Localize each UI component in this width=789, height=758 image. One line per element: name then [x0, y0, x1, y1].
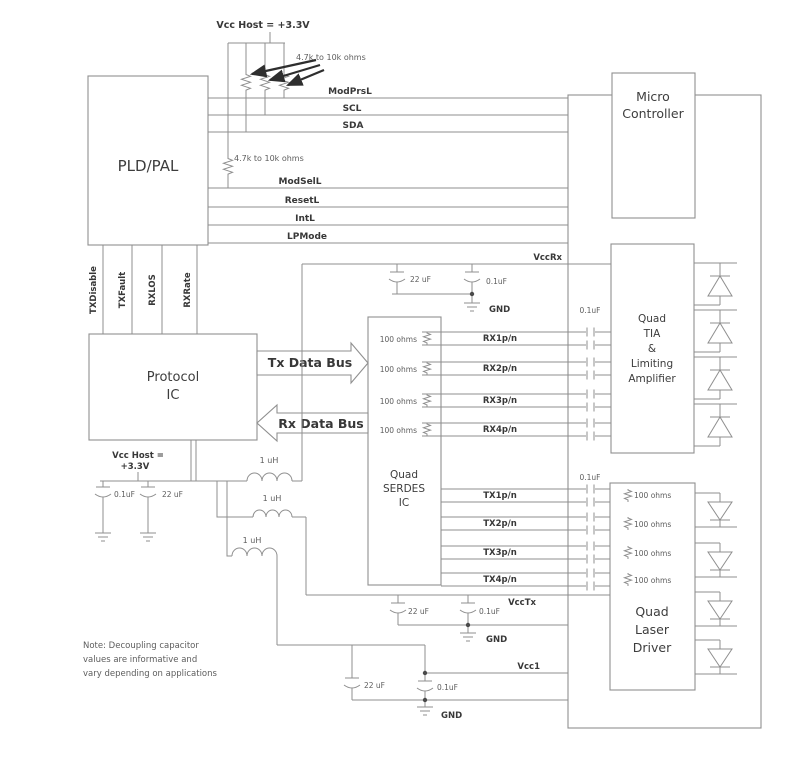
tx4-termination-label: 100 ohms [634, 576, 672, 585]
rx2-lane-label: RX2p/n [482, 364, 518, 374]
label-sda: SDA [342, 121, 364, 131]
protocol-ic-box [89, 334, 257, 440]
vccrx-cap-22uf [389, 264, 405, 294]
note-line-1: Note: Decoupling capacitor [83, 641, 199, 651]
protocol-ic-power-feed [191, 440, 196, 481]
photodiode-1-symbol [708, 276, 732, 296]
pullup-drop-wires [246, 93, 284, 132]
pullup-annotation-arrow-2 [270, 65, 320, 80]
quad-tia-label-3: & [647, 343, 657, 355]
note-line-2: values are informative and [83, 655, 198, 665]
tx-coupling-cap-label: 0.1uF [579, 473, 601, 482]
tx4-lane-label: TX4p/n [483, 575, 517, 585]
pullup-resistor-scl [261, 73, 270, 93]
quad-tia-label-1: Quad [637, 313, 667, 325]
vccrx-cap-01uf [464, 264, 480, 294]
vcc1-label: Vcc1 [517, 662, 540, 672]
vcctx-label: VccTx [508, 598, 536, 608]
vcc-host-left-label-2: +3.3V [120, 462, 150, 472]
vccrx-label: VccRx [533, 253, 562, 263]
tx3-wires-and-coupling-caps [441, 542, 628, 564]
quad-laser-driver-label-2: Laser [635, 622, 669, 637]
inductor-1uh-vccrx [247, 473, 302, 481]
label-scl: SCL [342, 104, 362, 114]
photodiode-1 [694, 263, 737, 305]
quad-serdes-label-1: Quad [389, 469, 419, 481]
inductor-3-label: 1 uH [242, 536, 262, 545]
note-line-3: vary depending on applications [83, 669, 217, 679]
rx1-lane-label: RX1p/n [482, 334, 518, 344]
label-vcc-host-top: Vcc Host = +3.3V [216, 20, 310, 31]
quad-serdes-label-2: SERDES [383, 483, 425, 495]
rx3-termination-label: 100 ohms [379, 397, 417, 406]
micro-controller-label-2: Controller [622, 106, 684, 121]
tx1-termination-label: 100 ohms [634, 491, 672, 500]
micro-controller-label-1: Micro [636, 89, 670, 104]
photodiode-2-symbol [708, 323, 732, 343]
rx4-lane-label: RX4p/n [482, 425, 518, 435]
laser-diode-4-symbol [708, 649, 732, 667]
vcctx-gnd-wires [398, 625, 568, 641]
tx-lane-2 [441, 513, 628, 535]
laser-diode-3 [695, 592, 737, 626]
pullup-resistor-modsell [224, 157, 233, 188]
quad-serdes-box [368, 317, 441, 585]
tx2-lane-label: TX2p/n [483, 519, 517, 529]
tx1-wires-and-coupling-caps [441, 485, 628, 507]
host-cap-22uf-label: 22 uF [162, 490, 183, 499]
tx-lane-4 [441, 569, 628, 591]
laser-diode-1 [695, 493, 737, 527]
tx-lane-1 [441, 485, 628, 507]
junction-dot [466, 623, 470, 627]
rx3-lane-label: RX3p/n [482, 396, 518, 406]
label-rxrate: RXRate [183, 272, 193, 308]
tx3-termination-label: 100 ohms [634, 549, 672, 558]
vcctx-cap-22uf-label: 22 uF [408, 607, 429, 616]
quad-laser-driver-label-3: Driver [632, 640, 672, 655]
vccrx-cap-01uf-label: 0.1uF [486, 277, 507, 286]
vcc1-cap-22uf-label: 22 uF [364, 681, 385, 690]
quad-tia-label-4: Limiting [630, 358, 674, 370]
label-modprsl: ModPrsL [328, 87, 372, 97]
junction-dot [423, 698, 427, 702]
inductor-1-label: 1 uH [259, 456, 279, 465]
vccrx-rail-network [302, 253, 611, 315]
label-pullup-value-modsell: 4.7k to 10k ohms [234, 154, 304, 163]
quad-tia-label-5: Amplifier [628, 373, 676, 385]
vcc1-cap-22uf [344, 645, 360, 700]
vcctx-cap-22uf [390, 595, 406, 625]
tx-data-bus-label: Tx Data Bus [267, 355, 353, 370]
tx4-wires-and-coupling-caps [441, 569, 628, 591]
label-rxlos: RXLOS [148, 274, 158, 306]
junction-dot [423, 671, 427, 675]
rx2-termination-label: 100 ohms [379, 365, 417, 374]
host-cap-01uf-label: 0.1uF [114, 490, 135, 499]
vcctx-cap-01uf [460, 595, 476, 625]
laser-diode-2-symbol [708, 552, 732, 570]
junction-dot [470, 292, 474, 296]
host-cap-22uf [140, 481, 156, 541]
tx3-lane-label: TX3p/n [483, 548, 517, 558]
laser-diode-4 [695, 640, 737, 674]
tx2-wires-and-coupling-caps [441, 513, 628, 535]
label-lpmode: LPMode [286, 232, 328, 242]
vcc1-cap-01uf [417, 673, 433, 700]
protocol-ic-label-2: IC [166, 388, 180, 403]
vccrx-gnd-label: GND [489, 305, 511, 315]
quad-laser-driver-box [610, 483, 695, 690]
vcctx-rail-network [306, 595, 610, 645]
vccrx-cap-22uf-label: 22 uF [410, 275, 431, 284]
vcc1-rail-network [344, 645, 568, 721]
tx-lane-3 [441, 542, 628, 564]
label-intl: IntL [295, 214, 315, 224]
photodiode-4-symbol [708, 417, 732, 437]
label-pullup-value-top: 4.7k to 10k ohms [296, 53, 366, 62]
laser-diode-2 [695, 543, 737, 577]
vccrx-gnd-wires [392, 294, 480, 311]
pld-pal-label: PLD/PAL [117, 157, 179, 175]
protocol-ic-label-1: Protocol [146, 370, 200, 385]
vcctx-cap-01uf-label: 0.1uF [479, 607, 500, 616]
tx1-lane-label: TX1p/n [483, 491, 517, 501]
pullup-resistor-sda [242, 73, 251, 93]
host-cap-01uf [95, 481, 111, 541]
label-resetl: ResetL [284, 196, 320, 206]
label-modsell: ModSelL [278, 177, 322, 187]
quad-tia-label-2: TIA [643, 328, 661, 340]
laser-diode-1-symbol [708, 502, 732, 520]
vcc1-cap-01uf-label: 0.1uF [437, 683, 458, 692]
vcc-host-left-label-1: Vcc Host = [112, 451, 164, 461]
rx4-termination-label: 100 ohms [379, 426, 417, 435]
laser-diode-3-symbol [708, 601, 732, 619]
quad-serdes-label-3: IC [398, 497, 410, 509]
pullup-rail-wires [228, 32, 285, 157]
note-text [83, 641, 218, 679]
photodiode-3 [694, 357, 737, 399]
label-txfault: TXFault [118, 271, 128, 309]
photodiode-3-symbol [708, 370, 732, 390]
rx-coupling-cap-label: 0.1uF [579, 306, 601, 315]
rx1-termination-label: 100 ohms [379, 335, 417, 344]
vcctx-gnd-label: GND [486, 635, 508, 645]
tx2-termination-label: 100 ohms [634, 520, 672, 529]
host-supply-rail-wires [100, 472, 253, 556]
rx-data-bus-label: Rx Data Bus [278, 416, 364, 431]
status-signal-wires [89, 245, 197, 334]
photodiode-2 [694, 310, 737, 352]
quad-laser-driver-label-1: Quad [635, 604, 669, 619]
label-txdisable: TXDisable [89, 266, 99, 314]
vcc1-gnd-label: GND [441, 711, 463, 721]
photodiode-4 [694, 404, 737, 446]
inductor-2-label: 1 uH [262, 494, 282, 503]
